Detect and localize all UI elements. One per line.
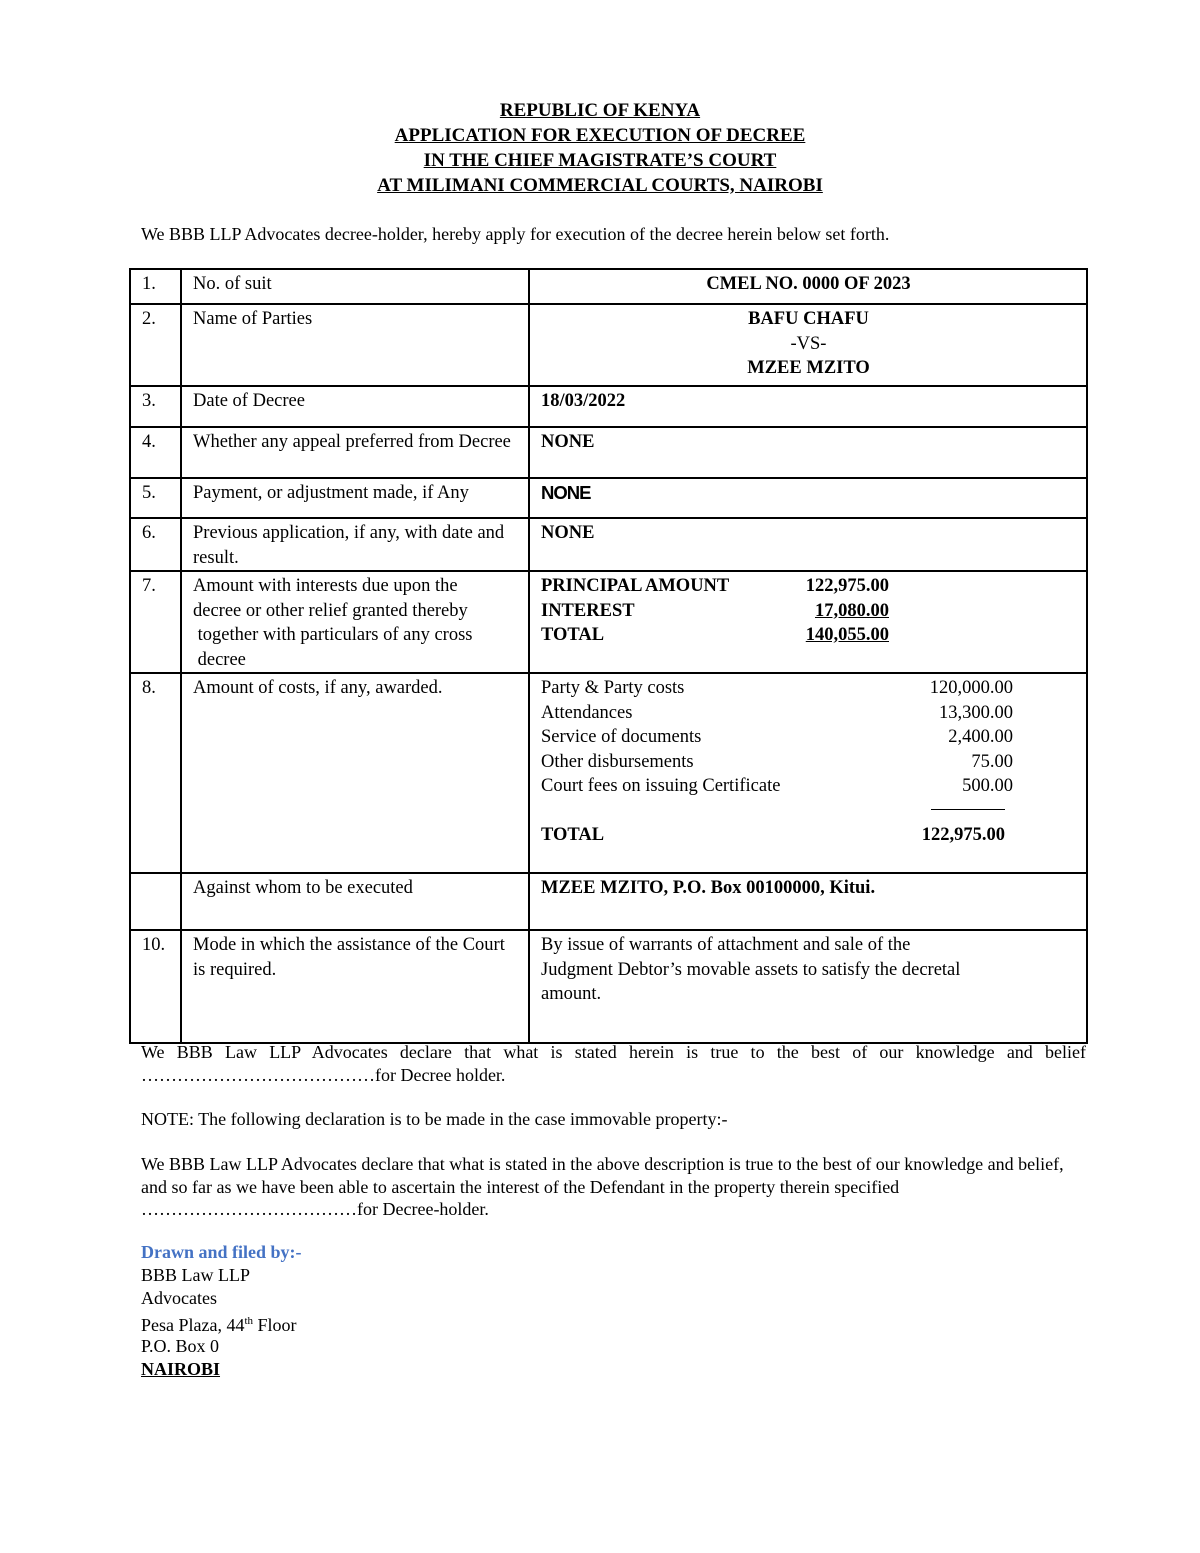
label-line: Amount with interests due upon the [193, 576, 458, 596]
principal-value: 122,975.00 [805, 576, 889, 596]
cost-value: 2,400.00 [948, 727, 1013, 747]
judgment-debtor: MZEE MZITO, P.O. Box 00100000, Kitui. [529, 873, 1087, 930]
row-label: Against whom to be executed [181, 873, 529, 930]
firm-city: NAIROBI [141, 1359, 221, 1379]
row-label [181, 571, 529, 673]
costs-total-label: TOTAL [541, 824, 605, 845]
header-line-4: AT MILIMANI COMMERCIAL COURTS, NAIROBI [377, 175, 823, 196]
party-plaintiff: BAFU CHAFU [748, 309, 869, 329]
drawn-filed-label: Drawn and filed by:- [141, 1242, 302, 1262]
row-label: Name of Parties [181, 304, 529, 386]
table-row [130, 673, 1087, 873]
row-number: 1. [130, 269, 181, 304]
sum-rule-line [931, 809, 1005, 810]
row-number: 8. [130, 673, 181, 873]
header-line-1: REPUBLIC OF KENYA [499, 100, 701, 121]
cost-line [541, 676, 1076, 701]
row-number: 3. [130, 386, 181, 427]
table-row [130, 304, 1087, 386]
execution-mode: By issue of warrants of attachment and sale of the Judgment Debtor’s movable assets to satisfy the decretal amount. [529, 930, 1087, 1043]
cost-line [541, 750, 1076, 775]
row-label: Mode in which the assistance of the Court is required. [181, 930, 529, 1043]
versus-label: -VS- [790, 333, 827, 354]
label-line: decree [193, 649, 246, 670]
table-row [130, 478, 1087, 518]
total-line [541, 623, 1076, 648]
address-superscript: th [244, 1315, 254, 1327]
principal-line [541, 574, 1076, 599]
row-number: 10. [130, 930, 181, 1043]
table-row [130, 518, 1087, 571]
address-floor: Floor [253, 1315, 297, 1335]
interest-value: 17,080.00 [815, 600, 889, 621]
header-line-3: IN THE CHIEF MAGISTRATE’S COURT [423, 150, 777, 171]
party-defendant: MZEE MZITO [747, 358, 870, 378]
row-number: 4. [130, 427, 181, 478]
row-label: Date of Decree [181, 386, 529, 427]
interest-line [541, 599, 1076, 624]
cost-label: Service of documents [541, 727, 702, 747]
cost-label: Other disbursements [541, 751, 694, 772]
appeal-value: NONE [529, 427, 1087, 478]
declaration-signature-line: …………………………………for Decree holder. [141, 1065, 506, 1085]
cost-value: 120,000.00 [929, 678, 1013, 698]
total-value: 140,055.00 [805, 625, 889, 645]
row-number: 6. [130, 518, 181, 571]
declaration-2-text: We BBB Law LLP Advocates declare that what is stated in the above description is true to the best of our knowledge and belief, and so far as we have been able to ascertain the interest of the Defendant in the property therein specified [141, 1154, 1064, 1197]
total-label: TOTAL [541, 625, 605, 645]
firm-name: BBB Law LLP [141, 1265, 251, 1285]
row-number [130, 873, 181, 930]
firm-role: Advocates [141, 1288, 217, 1308]
declaration-2-signature-line: ………………………………for Decree-holder. [141, 1199, 489, 1219]
row-label: Whether any appeal preferred from Decree [181, 427, 529, 478]
row-label: Amount of costs, if any, awarded. [181, 673, 529, 873]
table-row [130, 427, 1087, 478]
cost-value: 13,300.00 [939, 702, 1013, 723]
address-text: Pesa Plaza, 44 [141, 1315, 245, 1335]
row-label: No. of suit [181, 269, 529, 304]
intro-text: We BBB LLP Advocates decree-holder, hereby apply for execution of the decree herein below set forth. [141, 224, 890, 244]
payment-value: NONE [529, 478, 1087, 518]
row-label: Payment, or adjustment made, if Any [181, 478, 529, 518]
label-line: together with particulars of any cross [193, 625, 473, 645]
cost-label: Party & Party costs [541, 678, 685, 698]
table-row [130, 930, 1087, 1043]
sum-rule [541, 799, 1076, 823]
cost-line [541, 701, 1076, 726]
principal-label: PRINCIPAL AMOUNT [541, 576, 730, 596]
row-number: 5. [130, 478, 181, 518]
decree-table [129, 268, 1088, 1044]
cost-value: 75.00 [971, 751, 1013, 772]
table-row [130, 386, 1087, 427]
label-line: decree or other relief granted thereby [193, 600, 468, 621]
amount-cell [529, 571, 1087, 673]
table-row [130, 571, 1087, 673]
cost-line [541, 725, 1076, 750]
firm-address [141, 1310, 1086, 1337]
row-number: 2. [130, 304, 181, 386]
table-row [130, 269, 1087, 304]
parties-cell [529, 304, 1087, 386]
cost-label: Court fees on issuing Certificate [541, 776, 781, 796]
previous-application-value: NONE [529, 518, 1087, 571]
firm-po-box: P.O. Box 0 [141, 1336, 220, 1356]
interest-label: INTEREST [541, 600, 635, 621]
table-row [130, 873, 1087, 930]
row-label: Previous application, if any, with date and result. [181, 518, 529, 571]
header-line-2: APPLICATION FOR EXECUTION OF DECREE [394, 125, 806, 146]
costs-total-line [541, 823, 1076, 848]
costs-cell [529, 673, 1087, 873]
declaration-text: We BBB Law LLP Advocates declare that what is stated herein is true to the best of our knowledge and belief [141, 1042, 1086, 1062]
cost-label: Attendances [541, 702, 633, 723]
costs-total-value: 122,975.00 [921, 824, 1005, 845]
cost-value: 500.00 [962, 776, 1013, 796]
decree-date: 18/03/2022 [529, 386, 1087, 427]
cost-line [541, 774, 1076, 799]
note-text: NOTE: The following declaration is to be made in the case immovable property:- [141, 1109, 728, 1129]
row-number: 7. [130, 571, 181, 673]
suit-number: CMEL NO. 0000 OF 2023 [529, 269, 1087, 304]
